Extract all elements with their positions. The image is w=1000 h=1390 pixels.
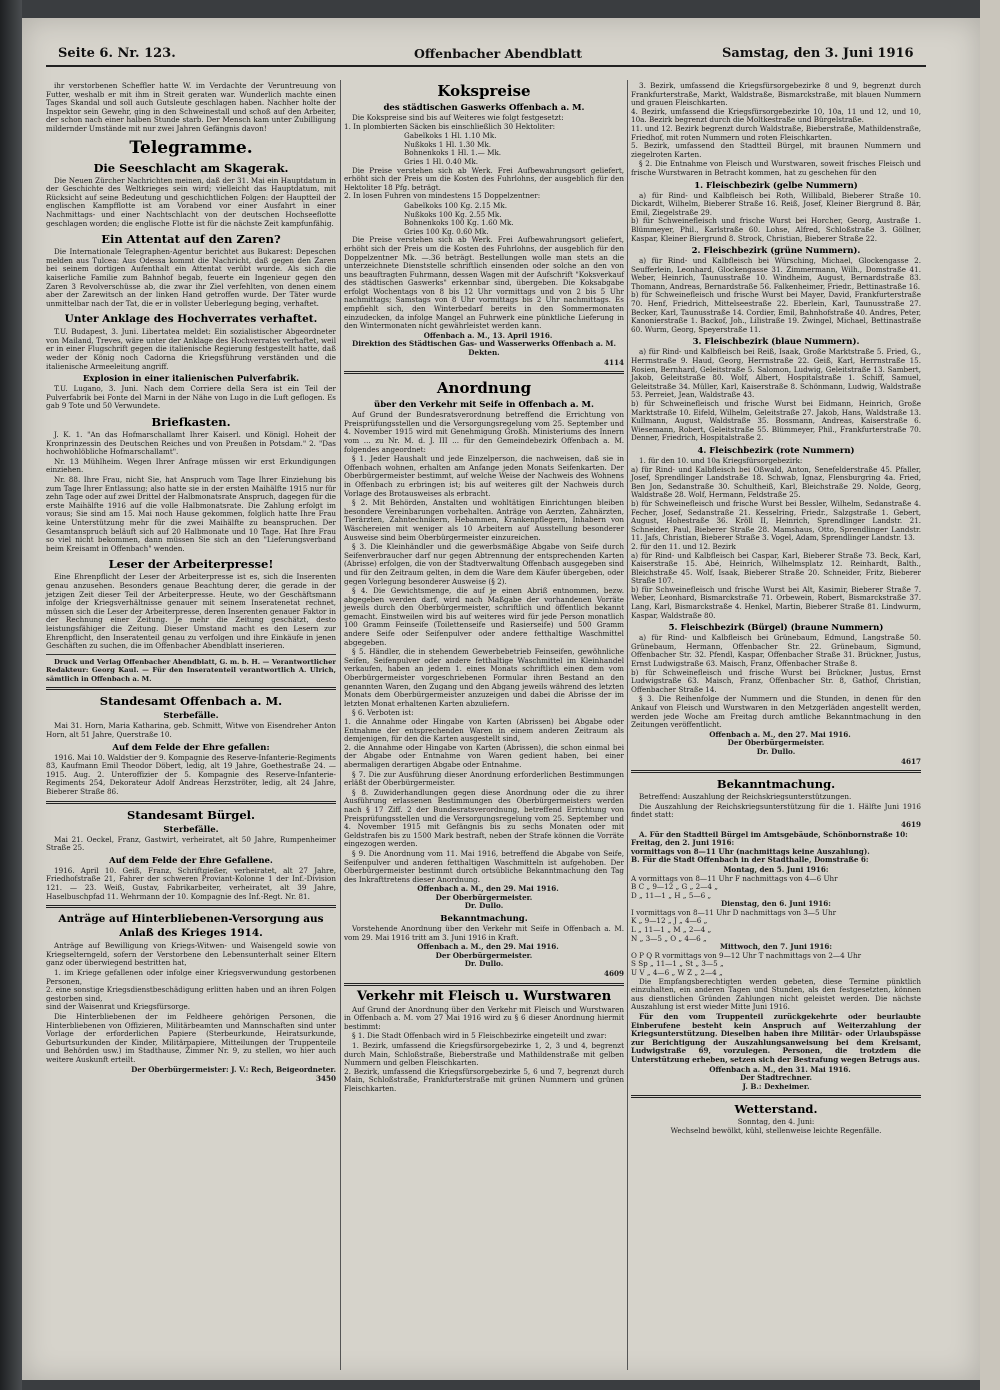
imprint: Druck und Verlag Offenbacher Abendblatt, G. m. b. H. — Verantwortlicher Redakteur: Georg Kaul. — Für den Inseratenteil verantwortlich A. Ulrich, sämtlich in Offenbach a. M. [46, 657, 336, 683]
subheading: Sterbefälle. [163, 824, 219, 835]
ad-number: 3450 [315, 1074, 336, 1084]
article-text: § 6. Verboten ist: 1. die Annahme oder Hingabe von Karten (Abrissen) bei Abgabe oder Entnahme der entsprechenden Waren in einem anderen Zeitraum als demjenigen, für den die Karten ausgestellt sind, 2. die Annahme oder Hingabe von Karten (Abrissen), die schon einmal bei der Abgabe oder Entnahme von Waren gedient haben, bei einer abermaligen derartigen Abgabe oder Entnahme. [344, 708, 624, 769]
article-text: Betreffend: Auszahlung der Reichskriegsunterstützungen. [639, 792, 852, 802]
heading-kokspreise: Kokspreise [437, 82, 531, 100]
heading-telegramme: Telegramme. [129, 137, 253, 158]
newspaper-page [22, 18, 980, 1380]
article-text: A. Für den Stadtteil Bürgel im Amtsgebäude, Schönbornstraße 10: Freitag, den 2. Juni 1916: vormittags von 8—11 Uhr (nachmittags keine Auszahlung). B. Für die Stadt Offenbach in der Stadthalle, Domstraße 6: [631, 829, 908, 865]
article-text: § 3. Die Kleinhändler und die gewerbsmäßige Abgabe von Seife durch Seifenverbraucher darf nur gegen Abtrennung der entsprechenden Karten (Abrisse) erfolgen, die von der Stadtverwaltung Offenbach ausgegeben sind und für den Zeitraum gelten, in dem die Ware dem Käufer übergeben, oder gegen Vorlegung besonderer Ausweise (§ 2). [344, 542, 624, 586]
schedule-line: B C „ 9—12 „ G „ 2—4 „ [631, 882, 718, 892]
price-row: Bohnenkoks 1 Hl. 1.— Mk. [404, 148, 502, 158]
article-text: Mai 31. Horn, Maria Katharina, geb. Schmitt, Witwe von Eisendreher Anton Horn, alt 51 Jahre, Querstraße 10. [46, 721, 336, 740]
article-text: § 4. Die Gewichtsmenge, die auf je einen Abriß entnommen, bezw. abgegeben werden darf, wird nach Maßgabe der vorhandenen Vorräte jeweils durch den Oberbürgermeister, schriftlich und öffentlich bekannt gemacht. Einstweilen wird bis auf weiteres wird für jede Person monatlich 100 Gramm Feinseife (Toilettenseife und Rasierseife) und 500 Gramm andere Seife oder Seifenpulver oder andere fetthaltige Waschmittel abgegeben. [344, 586, 624, 647]
weather-text: Sonntag, den 4. Juni: Wechselnd bewölkt, kühl, stellenweise leichte Regenfälle. [670, 1117, 882, 1135]
article-text: Die Neuen Zürcher Nachrichten meinen, daß der 31. Mai ein Hauptdatum in der Geschichte des Weltkrieges sein wird; vielleicht das Hauptdatum, mit Rücksicht auf seine Bedeutung und geschichtlichen Folgen: der Hauptteil der englischen Kampfflotte ist am Vorabend vor einer Ausfahrt in einer Nachmittags- und einer Nachtschlacht von der deutschen Hochseeflotte geschlagen worden; die englische Flotte ist für die nächste Zeit kampfunfähig. [46, 175, 336, 228]
subheading: 3. Fleischbezirk (blaue Nummern). [692, 337, 860, 348]
divider [631, 1095, 921, 1098]
schedule-line: U V „ 4—6 „ W Z „ 2—4 „ [631, 968, 723, 978]
subheading: über den Verkehr mit Seife in Offenbach a. M. [374, 400, 594, 411]
signature: Offenbach a. M., den 29. Mai 1916. Der Oberbürgermeister. Dr. Dullo. [417, 884, 559, 911]
price-row: Nußkoks 100 Kg. 2.55 Mk. [404, 209, 502, 219]
article-text: Anträge auf Bewilligung von Kriegs-Witwen- und Waisengeld sowie von Kriegselterngeld, sofern der Verstorbene den Lebensunterhalt seiner Eltern ganz oder überwiegend bestritten hat, [46, 941, 336, 968]
subheading: Sterbefälle. [163, 711, 219, 722]
heading-attentat: Ein Attentat auf den Zaren? [101, 232, 281, 247]
schedule-line: N „ 3—5 „ O „ 4—6 „ [631, 933, 707, 943]
article-text: Nr. 88. Ihre Frau, nicht Sie, hat Anspruch vom Tage Ihrer Einziehung bis zum Tage Ihrer Entlassung; also hatte sie in der ersten Maihälfte 1915 nur für zehn Tage oder auf zwei Drittel der Halbmonatsrate Anspruch, dagegen für die erste Maihälfte 1916 auf die volle Halbmonatsrate. Die Zahlung erfolgt im voraus; Sie sind am 15. Mai noch Hause gekommen, folglich hatte Ihre Frau keine Unterstützung mehr für die zwei Maihälfte zu beanspruchen. Der Gesamtanspruch beläuft sich auf 20 Halbmonate und 10 Tage. Hat Ihre Frau so viel nicht bekommen, dann müssen Sie sich an den "Lieferungsverband beim Kreisamt in Offenbach" wenden. [46, 475, 336, 553]
schedule-day: Montag, den 5. Juni 1916: [723, 864, 829, 874]
divider [344, 371, 624, 374]
article-text: § 1. Jeder Haushalt und jede Einzelperson, die nachweisen, daß sie in Offenbach wohnen, erhalten am Anfange jeden Monats Seifenkarten. Der Oberbürgermeister bestimmt, auf welche Weise der Nachweis des Wohnens in Offenbach zu erbringen ist; bis auf weiteres gilt der Nachweis durch Vorlage des Brotausweises als erbracht. [344, 454, 624, 498]
heading-bekanntmachung: Bekanntmachung. [440, 914, 528, 925]
subheading: 5. Fleischbezirk (Bürgel) (braune Nummern) [668, 623, 884, 634]
heading-standesamt-buergel: Standesamt Bürgel. [126, 807, 256, 822]
ad-number: 4114 [603, 357, 624, 367]
heading-verkehr-fleisch: Verkehr mit Fleisch u. Wurstwaren [356, 988, 612, 1004]
article-text: Die Preise verstehen sich ab Werk. Frei Aufbewahrungsort geliefert, erhöht sich der Preis um die Kosten des Fuhrlohns, der ausgeblich für den Hektoliter 18 Pfg. beträgt. 2. In losen Fuhren von mindestens 15 Doppelzentner: [344, 165, 624, 201]
header-rule [46, 65, 926, 67]
divider [344, 983, 624, 986]
article-text: Nr. 13 Mühlheim. Wegen Ihrer Anfrage müssen wir erst Erkundigungen einziehen. [46, 456, 336, 475]
price-row: Gabelkoks 1 Hl. 1.10 Mk. [404, 131, 497, 141]
article-text: Eine Ehrenpflicht der Leser der Arbeiterpresse ist es, sich die Inserenten genau anzusehen. Besonders genaue Beachtung derer, die gerade in der jetzigen Zeit dieser Teil der Arbeiterpresse. Heute, wo der Geschäftsmann infolge der Kriegsverhältnisse genauer mit seinem Inseratenetat rechnet, müssen sich die Leser der Arbeiterpresse, deren Inserenten genauer Faktor in der Rechnung einer Zeitung. Je mehr die Zeitung geschätzt, desto leistungsfähiger die Zeitung. Dieser Umstand macht es den Lesern zur Ehrenpflicht, den Inseratenteil genau zu verfolgen und ihre Einkäufe in jenen Geschäften zu suchen, die im Offenbacher Abendblatt inserieren. [46, 572, 336, 651]
article-text: 1916. April 10. Geiß, Franz, Schriftgießer, verheiratet, alt 27 Jahre, Friedhofstraße 21, Fahrer der schweren Proviant-Kolonne 1 der Inf.-Division 121. — 23. Weiß, Gustav, Fabrikarbeiter, verheiratet, alt 39 Jahre, Haselbuschpfad 11. Wehrmann der 10. Kompagnie des Inf.-Regt. Nr. 81. [46, 865, 336, 901]
schedule-line: S Sp „ 11—1 „ St „ 3—5 „ [631, 959, 724, 969]
article-text: Auf Grund der Anordnung über den Verkehr mit Fleisch und Wurstwaren in Offenbach a. M. vom 27 Mai 1916 wird zu § 6 dieser Anordnung hiermit bestimmt: [344, 1004, 624, 1031]
signature: Offenbach a. M., 13. April 1916. Direktion des Städtischen Gas- und Wasserwerks Offenbach a. M. Dekten. [351, 330, 617, 358]
article-text: Mai 21. Oeckel, Franz, Gastwirt, verheiratet, alt 50 Jahre, Rumpenheimer Straße 25. [46, 834, 336, 853]
heading-anklage: Unter Anklage des Hochverrates verhaftet. [64, 313, 318, 326]
heading-seeschlacht: Die Seeschlacht am Skagerak. [93, 160, 289, 175]
column-3 [631, 82, 921, 1137]
article-text: J. K. 1. "An das Hofmarschallamt Ihrer Kaiserl. und Königl. Hoheit der Kronprinzessin des Deutschen Reiches und von Preußen in Potsdam." 2. "Das hochwohlöbliche Hofmarschallamt". [46, 430, 336, 457]
schedule-line: A vormittags von 8—11 Uhr F nachmittags von 4—6 Uhr [631, 873, 838, 883]
price-row: Bohnenkoks 100 Kg. 1.60 Mk. [404, 218, 514, 228]
article-text: Vorstehende Anordnung über den Verkehr mit Seife in Offenbach a. M. vom 29. Mai 1916 tritt am 3. Juni 1916 in Kraft. [344, 924, 624, 942]
article-text: 1. im Kriege gefallenen oder infolge einer Kriegsverwundung gestorbenen Personen, 2. eine sonstige Kriegsdienstbeschädigung erlitten haben und an ihren Folgen gestorben sind, sind der Waisenrat und Kriegsfürsorge. [46, 967, 336, 1012]
article-text: a) für Rind- und Kalbfleisch bei Würsching, Michael, Glockengasse 2. Seufferlein, Leonhard, Glockengasse 31. Zimmermann, Wilh., Domstraße 41. Weber, Heinrich, Taunusstraße 10. Windheim, August, Bernardstraße 83. Thomann, Andreas, Bernardstraße 56. Falkenheimer, Friedr., Bettinastraße 16. b) für Schweinefleisch und frische Wurst bei Mayer, David, Frankfurterstraße 70. Henf, Friedrich, Mittelseestraße 22. Eberlein, Karl, Taunusstraße 27. Becker, Karl, Taunusstraße 14. Cordier, Emil, Bahnhofstraße 40. Andres, Peter, Kanonierstraße 1. Backof, Joh., Lilistraße 19. Zwingel, Michael, Bettinastraße 60. Wurm, Georg, Speyerstraße 11. [631, 256, 921, 334]
schedule-day: Mittwoch, den 7. Juni 1916: [720, 942, 832, 952]
price-row: Gabelkoks 100 Kg. 2.15 Mk. [404, 200, 508, 210]
article-text: Die Hinterbliebenen der im Feldheere gehörigen Personen, die Hinterbliebenen von Offizieren, Militärbeamten und Mannschaften sind unter Vorlage der erforderlichen Papiere (Sterbeurkunde, Heiratsurkunde, Geburtsurkunden der Kinder, Militärpapiere, Mitteilungen der Truppenteile und Behörden usw.) im Stadthause, Zimmer Nr. 9, zu stellen, wo hier auch weitere Auskunft erteilt. [46, 1011, 336, 1064]
ad-number: 4609 [603, 969, 624, 979]
header-left: Seite 6. Nr. 123. [58, 46, 176, 61]
article-text: a) für Rind- und Kalbfleisch bei Roth, Willibald, Bieberer Straße 10. Dickardt, Wilhelm, Bieberer Straße 16. Reiß, Josef, Kleiner Biergrund 8. Bär, Emil, Ziegelstraße 29. b) für Schweinefleisch und frische Wurst bei Horcher, Georg, Austraße 1. Blümmeyer, Phil., Karlstraße 60. Lohse, Alfred, Schloßstraße 3. Göllner, Kaspar, Kleiner Biergrund 8. Strock, Christian, Bieberer Straße 22. [631, 190, 921, 243]
schedule-line: O P Q R vormittags von 9—12 Uhr T nachmittags von 2—4 Uhr [631, 950, 862, 960]
heading-antraege: Anträge auf Hinterbliebenen-Versorgung aus Anlaß des Krieges 1914. [58, 913, 324, 940]
article-text: Die Kokspreise sind bis auf Weiteres wie folgt festgesetzt: 1. In plombierten Säcken bis einschließlich 30 Hektoliter: [344, 113, 564, 131]
article-text: T.U. Budapest, 3. Juni. Libertatea meldet: Ein sozialistischer Abgeordneter von Mailand, Treves, wäre unter der Anklage des Hochverrates verhaftet, weil er in einer Flugschrift gegen die italienische Regierung festgestellt hatte, daß weder der König noch Cadorna die Kriegsführung verständen und die italienische Armeeleitung angriff. [46, 327, 336, 371]
schedule-line: I vormittags von 8—11 Uhr D nachmittags von 3—5 Uhr [631, 907, 837, 917]
ad-number: 4617 [900, 756, 921, 766]
article-text: § 9. Die Anordnung vom 11. Mai 1916, betreffend die Abgabe von Seife, Seifenpulver und anderen fetthaltigen Waschmitteln ist aufgehoben. Der Oberbürgermeister bestimmt durch ortsübliche Bekanntmachung den Tag des Inkrafttretens dieser Anordnung. [344, 848, 624, 884]
signature: Der Oberbürgermeister: J. V.: Rech, Beigeordneter. [131, 1064, 336, 1074]
heading-standesamt-offenbach: Standesamt Offenbach a. M. [99, 694, 283, 709]
header-title: Offenbacher Abendblatt [414, 46, 582, 61]
article-text: Die Preise verstehen sich ab Werk. Frei Aufbewahrungsort geliefert, erhöht sich der Preis um die Kosten des Fuhrlohns, der ausgeblich für den Doppelzentner Mk. —.36 beträgt. Bestellungen wolle man stets an die unterzeichnete Dienststelle schriftlich einsenden oder solche an den von uns beauftragten Fuhrmann, dessen Wagen mit der Aufschrift "Koksverkauf des städtischen Gaswerks" erkennbar sind, übergeben. Die Koksabgabe erfolgt Wochentags von 8 bis 12 Uhr vormittags und von 2 bis 5 Uhr nachmittags; Samstags von 8 Uhr vormittags bis 2 Uhr nachmittags. Es empfiehlt sich, den Winterbedarf bereits in den Sommermonaten einzudecken, da infolge Mangel an Fuhrwerk eine pünktliche Lieferung in den Wintermonaten nicht gewährleistet werden kann. [344, 235, 624, 331]
heading-explosion: Explosion in einer italienischen Pulverfabrik. [82, 374, 300, 385]
article-text: T.U. Lugano, 3. Juni. Nach dem Corriere della Sera ist ein Teil der Pulverfabrik bei Fonte del Marni in der Nähe von Lugo in die Luft geflogen. Es gab 9 Tote und 50 Verwundete. [46, 384, 336, 411]
subheading: des städtischen Gaswerks Offenbach a. M. [383, 103, 585, 113]
payout-schedule [631, 866, 921, 978]
price-row: Nußkoks 1 Hl. 1.30 Mk. [404, 139, 492, 149]
article-text: Die Internationale Telegraphen-Agentur berichtet aus Bukarest: Depeschen melden aus Tulcea: Aus Odessa kommt die Nachricht, daß gegen den Zaren bei seinem dortigen Aufenthalt ein Attentat verübt wurde. Als sich die kaiserliche Familie zum Bahnhof begab, feuerte ein Ingenieur gegen den Zaren 3 Revolverschüsse ab, die zwar ihr Ziel verfehlten, von denen einem aber der Zarewitsch an der linken Hand getroffen wurde. Der Täter wurde unmittelbar nach der Tat, die er in vollster Ueberlegung beging, verhaftet. [46, 247, 336, 308]
schedule-line: K „ 9—12 „ J „ 4—6 „ [631, 916, 708, 926]
ad-number: 4619 [900, 819, 921, 829]
divider [46, 905, 336, 908]
column-divider [627, 80, 628, 1370]
article-text: Auf Grund der Bundesratsverordnung betreffend die Errichtung von Preisprüfungsstellen und die Versorgungsregelung vom 25. September und 4. November 1915 wird mit Genehmigung Großh. Ministeriums des Innern vom ... zu Nr. M. d. J. III ... für den Gemeindebezirk Offenbach a. M. folgendes angeordnet: [344, 410, 624, 454]
article-text: 1. für den 10. und 10a Kriegsfürsorgebezirk: a) für Rind- und Kalbfleisch bei Oßwald, Anton, Senefelderstraße 45. Pfaller, Josef, Sprendlinger Landstraße 18. Schwab, Ignaz, Flensburgring 4a. Fried, Ben Jon, Sedanstraße 30. Schultheiß, Karl, Bleichstraße 29. Nolde, Georg, Waldstraße 28. Wolf, Hermann, Feldstraße 25. b) für Schweinefleisch und frische Wurst bei Bessler, Wilhelm, Sedanstraße 4. Fecher, Josef, Sedanstraße 21. Kesselring, Friedr., Salzgstraße 1. Gebert, August, Hohestraße 36. Kröll II, Heinrich, Sprendlinger Landstr. 21. Schneider, Paul, Bieberer Straße 28. Mamshaus, Otto, Sprendlinger Landstr. 11. Jafs, Christian, Bieberer Straße 3. Vogel, Adam, Sprendlinger Landstr. 13. 2. für den 11. und 12. Bezirk a) für Rind- und Kalbfleisch bei Caspar, Karl, Bieberer Straße 73. Beck, Karl, Kaiserstraße 15. Abé, Heinrich, Wilhelmsplatz 12. Reinhardt, Balth., Bleichstraße 45. Wolf, Isaak, Bieberer Straße 20. Schneider, Fritz, Bieberer Straße 107. b) für Schweinefleisch und frische Wurst bei Alt, Kasimir, Bieberer Straße 7. Weber, Leonhard, Bismarckstraße 71. Orbewein, Robert, Bismarckstraße 37. Lang, Karl, Bismarckstraße 4. Henkel, Martin, Bieberer Straße 81. Lindwurm, Kaspar, Waldstraße 80. [631, 455, 921, 620]
column-divider [340, 80, 341, 1370]
schedule-line: D „ 11—1 „ H „ 5—6 „ [631, 890, 712, 900]
divider [46, 654, 336, 655]
heading-leser: Leser der Arbeiterpresse! [108, 557, 274, 572]
article-text: § 1. Die Stadt Offenbach wird in 5 Fleischbezirke eingeteilt und zwar: [352, 1031, 607, 1041]
book-binding [0, 0, 22, 1390]
subheading: 1. Fleischbezirk (gelbe Nummern) [694, 180, 858, 191]
article-text: Die Auszahlung der Reichskriegsunterstützung für die 1. Hälfte Juni 1916 findet statt: [631, 801, 921, 820]
article-text: 1. Bezirk, umfassend die Kriegsfürsorgebezirke 1, 2, 3 und 4, begrenzt durch Main, Schloßstraße, Bieberstraße und Mathildenstraße mit gelben Nummern und gelben Fleischkarten. 2. Bezirk, umfassend die Kriegsfürsorgebezirke 5, 6 und 7, begrenzt durch Main, Schloßstraße, Frankfurterstraße mit grünen Nummern und grünen Fleischkarten. [344, 1041, 624, 1093]
subheading: 2. Fleischbezirk (grüne Nummern). [691, 246, 861, 257]
article-text: § 5. Händler, die in stehendem Gewerbebetrieb Feinseifen, gewöhnliche Seifen, Seifenpulver oder andere fetthaltige Waschmittel im Kleinhandel verkaufen, haben an jedem 1. eines Monats schriftlich einen dem vom Oberbürgermeister vorgeschriebenen Formular ihren Bestand an den genannten Waren, den Zugang und den Abgang jeweils während des letzten Monats dem Oberbürgermeister anzuzeigen und dabei die Abrisse der im letzten Monat erhaltenen Karten abzuliefern. [344, 647, 624, 708]
article-text: Für den vom Truppenteil zurückgekehrte oder beurlaubte Einberufene besteht kein Anspruch auf Weiterzahlung der Kriegsunterstützung. Dieselben haben ihre Militär- oder Urlaubspässe zur Berichtigung der Auszahlungsanweisung bei dem Kreisamt, Ludwigstraße 69, vorzulegen. Personen, die trotzdem die Unterstützung erheben, setzen sich der Bestrafung wegen Betrugs aus. [631, 1012, 921, 1064]
article-text: § 2. Mit Behörden, Anstalten und wohltätigen Einrichtungen bleiben besondere Vereinbarungen vorbehalten. Anträge von Aerzten, Zahnärzten, Tierärzten, Zahntechnikern, Hebammen, Krankenpflegern, Inhabern von Wäschereien mit weniger als 10 Arbeitern auf Ausstellung besonderer Ausweise sind beim Oberbürgermeister einzureichen. [344, 498, 624, 542]
divider [46, 687, 336, 690]
article-text: Die Empfangsberechtigten werden gebeten, diese Termine pünktlich einzuhalten, ein anderen Tagen und Stunden, als den festgesetzten, können aus dienstlichen Gründen Zahlungen nicht geleistet werden. Die nächste Auszahlung ist erst wieder Mitte Juni 1916. [631, 976, 921, 1012]
subheading: 4. Fleischbezirk (rote Nummern) [697, 445, 855, 456]
price-table-2 [344, 202, 624, 236]
divider [631, 770, 921, 773]
article-text: 3. Bezirk, umfassend die Kriegsfürsorgebezirke 8 und 9, begrenzt durch Frankfurterstraße, Markt, Waldstraße, Bismarckstraße, mit blauen Nummern und grauen Fleischkarten. 4. Bezirk, umfassend die Kriegsfürsorgebezirke 10, 10a, 11 und 12, und 10, 10a. Bezirk begrenzt durch die Moltkestraße und Bürgelstraße. 11. und 12. Bezirk begrenzt durch Waldstraße, Bieberstraße, Mathildenstraße, Friedhof, mit roten Nummern und roten Fleischkarten. 5. Bezirk, umfassend den Stadtteil Bürgel, mit braunen Nummern und ziegelroten Karten. [631, 81, 921, 159]
article-text: § 2. Die Entnahme von Fleisch und Wurstwaren, soweit frisches Fleisch und frische Wurstwaren in Betracht kommen, hat zu geschehen für den [631, 159, 921, 177]
intro-text: ihr verstorbenen Scheffler hatte W. im Verdachte der Veruntreuung von Futter, weshalb er mit ihm in Streit geraten war. Wunderlich machte einen Tages Skandal und soll auch Gutsleute geschlagen haben. Nachher holte der Inspektor sein Gewehr, ging in den Schweinestall und schoß auf den Arbeiter, der schon nach einer halben Stunde starb. Der Mensch kam unter Zubilligung mildernder Umstände mit nur zwei Jahren Gefängnis davon! [46, 81, 336, 133]
schedule-day: Dienstag, den 6. Juni 1916: [721, 899, 831, 909]
price-row: Gries 1 Hl. 0.40 Mk. [404, 156, 478, 166]
schedule-line: L „ 11—1 „ M „ 2—4 „ [631, 925, 712, 935]
column-2 [344, 82, 624, 1095]
article-text: a) für Rind- und Kalbfleisch bei Reiß, Isaak, Große Marktstraße 5. Fried, G., Herrnstraße 9. Haud, Georg, Herrnstraße 22. Geiß, Karl, Herrnstraße 15. Rosien, Bernhard, Geleitstraße 5. Salomon, Ludwig, Geleitstraße 13. Sambert, Jakob, Geleitstraße 80. Wolf, Albert, Hospitalstraße 1. Schiff, Samuel, Geleitstraße 34. Müller, Karl, Kaiserstraße 8. Schönmann, Ludwig, Waldstraße 53. Perreiet, Jean, Waldstraße 43. b) für Schweinefleisch und frische Wurst bei Eidmann, Heinrich, Große Marktstraße 10. Eifeld, Wilhelm, Geleitstraße 27. Jakob, Hans, Waldstraße 13. Kullmann, August, Waldstraße 35. Bossmann, Andreas, Kaiserstraße 6. Wiesemann, Robert, Geleitstraße 55. Blümmeyer, Phil., Frankfurterstraße 70. Denner, Friedrich, Hospitalstraße 2. [631, 347, 921, 443]
subheading: Auf dem Felde der Ehre gefallen: [112, 742, 270, 753]
subheading: Auf dem Felde der Ehre Gefallene. [109, 855, 273, 866]
article-text: § 3. Die Reihenfolge der Nummern und die Stunden, in denen für den Ankauf von Fleisch und Wurstwaren in den Metzgerläden angestellt werden, werden jede Woche am Freitag durch amtliche Bekanntmachung in den Zeitungen veröffentlicht. [631, 694, 921, 730]
heading-briefkasten: Briefkasten. [151, 415, 231, 430]
heading-anordnung: Anordnung [436, 379, 532, 398]
article-text: 1916. Mai 10. Waldstier der 9. Kompagnie des Reserve-Infanterie-Regiments 83, Kaufmann Emil Theodor Döbert, ledig, alt 19 Jahre, Goethestraße 24. — 1915. Aug. 2. Unteroffizier der 5. Kompagnie des Reserve-Infanterie-Regiments 254, Dekorateur Adolf Andreas Herzströter, ledig, alt 24 Jahre, Bieberer Straße 86. [46, 752, 336, 797]
adjacent-page-edge [980, 0, 1000, 1390]
header-date: Samstag, den 3. Juni 1916 [722, 46, 914, 61]
column-1 [46, 82, 336, 1085]
price-row: Gries 100 Kg. 0.60 Mk. [404, 226, 489, 236]
signature: Offenbach a. M., den 31. Mai 1916. Der Stadtrechner. J. B.: Dexheimer. [709, 1064, 851, 1091]
heading-bekanntmachung-2: Bekanntmachung. [716, 777, 836, 792]
signature: Offenbach a. M., den 27. Mai 1916. Der Oberbürgermeister. Dr. Dullo. [709, 729, 851, 756]
article-text: § 7. Die zur Ausführung dieser Anordnung erforderlichen Bestimmungen erläßt der Oberbürgermeister. [344, 769, 624, 788]
heading-wetterstand: Wetterstand. [734, 1102, 818, 1117]
article-text: a) für Rind- und Kalbfleisch bei Grünebaum, Edmund, Langstraße 50. Grünebaum, Hermann, Offenbacher Str. 22. Grünebaum, Sigmund, Offenbacher Str. 32. Pfendl, Kaspar, Offenbacher Straße 31. Brückner, Justus, Ernst Ludwigstraße 63. Maisch, Franz, Offenbacher Straße 8. b) für Schweinefleisch und frische Wurst bei Brückner, Justus, Ernst Ludwigstraße 63. Maisch, Franz, Offenbacher Str. 8, Gathof, Christian, Offenbacher Straße 14. [631, 633, 921, 694]
signature: Offenbach a. M., den 29. Mai 1916. Der Oberbürgermeister. Dr. Dullo. [417, 942, 559, 969]
price-table-1 [344, 132, 624, 166]
article-text: § 8. Zuwiderhandlungen gegen diese Anordnung oder die zu ihrer Ausführung erlassenen Bestimmungen des Oberbürgermeisters werden nach § 17 Ziff. 2 der Bundesratsverordnung, betreffend Errichtung von Preisprüfungsstellen und die Versorgungsregelung vom 25. September und 4. November 1915 mit Gefängnis bis zu sechs Monaten oder mit Geldstrafen bis zu 1500 Mark bestraft, neben der Strafe können die Vorräte eingezogen werden. [344, 787, 624, 849]
divider [46, 801, 336, 804]
